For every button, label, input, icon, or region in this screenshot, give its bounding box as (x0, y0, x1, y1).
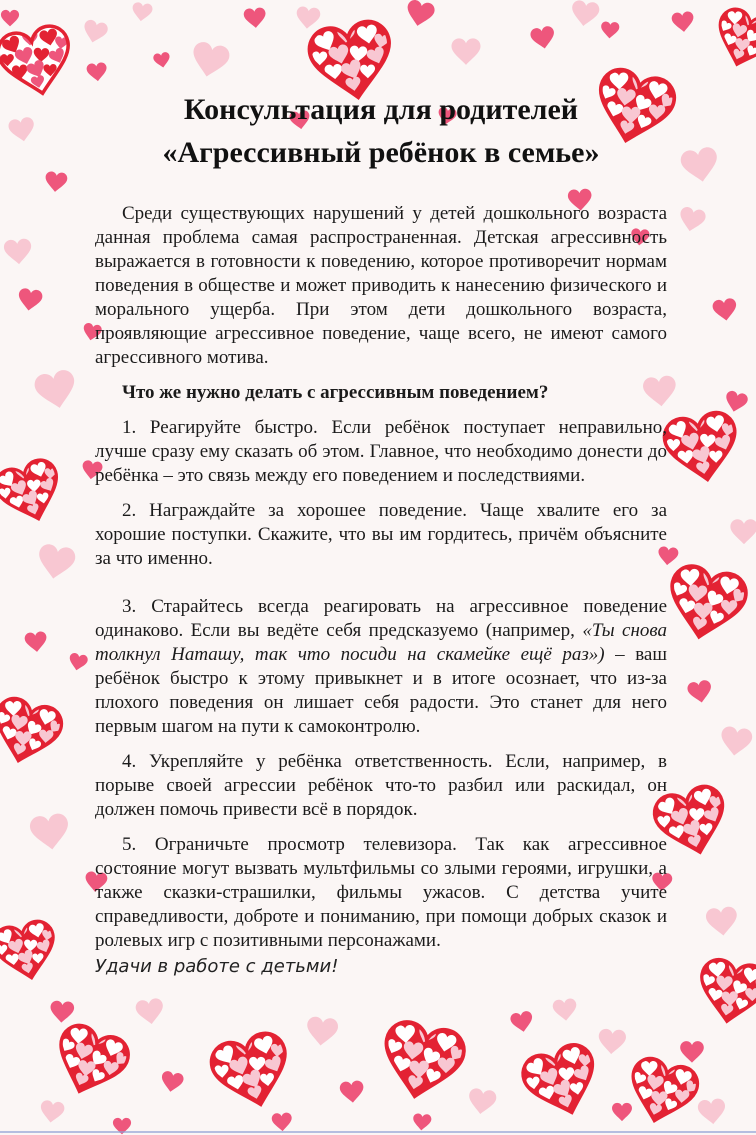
heart-icon (0, 691, 69, 774)
heart-icon (508, 1009, 535, 1035)
heart-icon (450, 37, 482, 67)
heart-icon (691, 953, 756, 1031)
heart-icon (30, 366, 81, 415)
heart-icon (0, 915, 65, 988)
heart-icon (79, 17, 110, 47)
heart-icon (703, 905, 740, 940)
heart-icon (203, 1025, 302, 1119)
closing-line: Удачи в работе с детьми! (95, 956, 339, 977)
heart-icon (242, 6, 268, 30)
heart-icon (294, 5, 322, 32)
heart-icon (596, 1027, 628, 1057)
heart-icon (270, 1111, 293, 1133)
tip-5-paragraph: 5. Ограничьте просмотр телевизора. Так как агрессивное состояние могут вызвать мультфильмы со злыми героями, игрушки, а также сказки-страшилки, фильмы ужасов. С детства учите справедливости, доброте и пониманию, при помощи добрых сказок и ролевых игр с позитивными персонажами. (95, 834, 667, 951)
heart-icon (303, 1015, 340, 1050)
heart-icon (43, 170, 69, 195)
heart-icon (568, 0, 602, 30)
tip-3-quoted-example: «Ты снова толкнул Наташу, так что посиди на скамейке ещё раз») (95, 620, 667, 665)
title-line-1: Консультация для родителей (183, 93, 579, 126)
heart-icon (187, 38, 234, 83)
heart-icon (130, 0, 155, 23)
heart-icon (338, 1079, 366, 1105)
heart-icon (705, 2, 756, 78)
heart-icon (37, 1098, 66, 1125)
tip-2-paragraph: 2. Награждайте за хорошее поведение. Чаще хвалите его за хорошие поступки. Скажите, что вы им гордитесь, причём объясните за что именно. (95, 500, 667, 569)
heart-icon (528, 24, 558, 52)
heart-icon (696, 1097, 729, 1128)
heart-icon (551, 997, 579, 1024)
heart-icon (6, 115, 38, 145)
heart-icon (15, 286, 44, 313)
heart-icon (0, 452, 72, 533)
heart-icon (0, 9, 20, 28)
bottom-border-line (0, 1131, 756, 1133)
heart-icon (2, 237, 34, 267)
tip-1-paragraph: 1. Реагируйте быстро. Если ребёнок поступает неправильно, лучше сразу ему сказать об этом. Главное, что необходимо донести до ребёнка – это связь между его поведением и последствиями. (95, 417, 667, 486)
heart-icon (402, 0, 437, 31)
heart-icon (152, 50, 173, 70)
heart-icon (465, 1086, 499, 1118)
heart-icon (677, 143, 723, 186)
heart-icon (679, 1040, 705, 1064)
heart-icon (158, 1069, 185, 1095)
heart-icon (710, 296, 739, 323)
heart-icon (599, 20, 620, 40)
heart-icon (658, 558, 754, 649)
tip-3-paragraph (95, 595, 667, 739)
heart-icon (42, 1016, 137, 1108)
heart-icon (0, 19, 82, 106)
page-title (95, 88, 667, 174)
question-heading: Что же нужно делать с агрессивным поведением? (122, 382, 549, 403)
heart-icon (85, 61, 109, 84)
title-line-2: «Агрессивный ребёнок в семье» (162, 136, 600, 169)
heart-icon (23, 630, 49, 655)
heart-icon (729, 518, 756, 546)
heart-icon (717, 724, 755, 760)
heart-icon (411, 1112, 433, 1132)
intro-paragraph: Среди существующих нарушений у детей дошкольного возраста данная проблема самая распространенная. Детская агрессивность выражается в готовности к поведению, которое противоречит нормам поведения в обществе и может приводить к нанесению физического и морального ущерба. При этом дети дошкольного возраста, проявляющие агрессивное поведение, чаще всего, не имеют самого агрессивного мотива. (95, 203, 667, 368)
heart-icon (66, 651, 89, 673)
heart-icon (685, 678, 715, 706)
heart-icon (33, 540, 79, 583)
tip-3-text-start: 3. Старайтесь всегда реагировать на агрессивное поведение одинаково. Если вы ведёте себя предсказуемо (например, (95, 596, 667, 641)
heart-icon (676, 204, 709, 235)
heart-icon (372, 1014, 473, 1110)
tip-3-text-end: – ваш ребёнок быстро к этому привыкнет и в итоге осознает, что из-за плохого поведения он лишает себя радости. Это станет для него первым шагом на пути к самоконтролю. (95, 644, 667, 737)
tip-4-paragraph: 4. Укрепляйте у ребёнка ответственность. Если, например, в порыве своей агрессии ребёнок что-то разбил или раскидал, он должен помочь привести всё в порядок. (95, 751, 667, 820)
heart-icon (670, 10, 696, 35)
document-content (95, 88, 667, 979)
heart-icon (657, 406, 746, 491)
heart-icon (133, 996, 167, 1028)
heart-icon (27, 810, 74, 854)
heart-icon (611, 1102, 633, 1122)
